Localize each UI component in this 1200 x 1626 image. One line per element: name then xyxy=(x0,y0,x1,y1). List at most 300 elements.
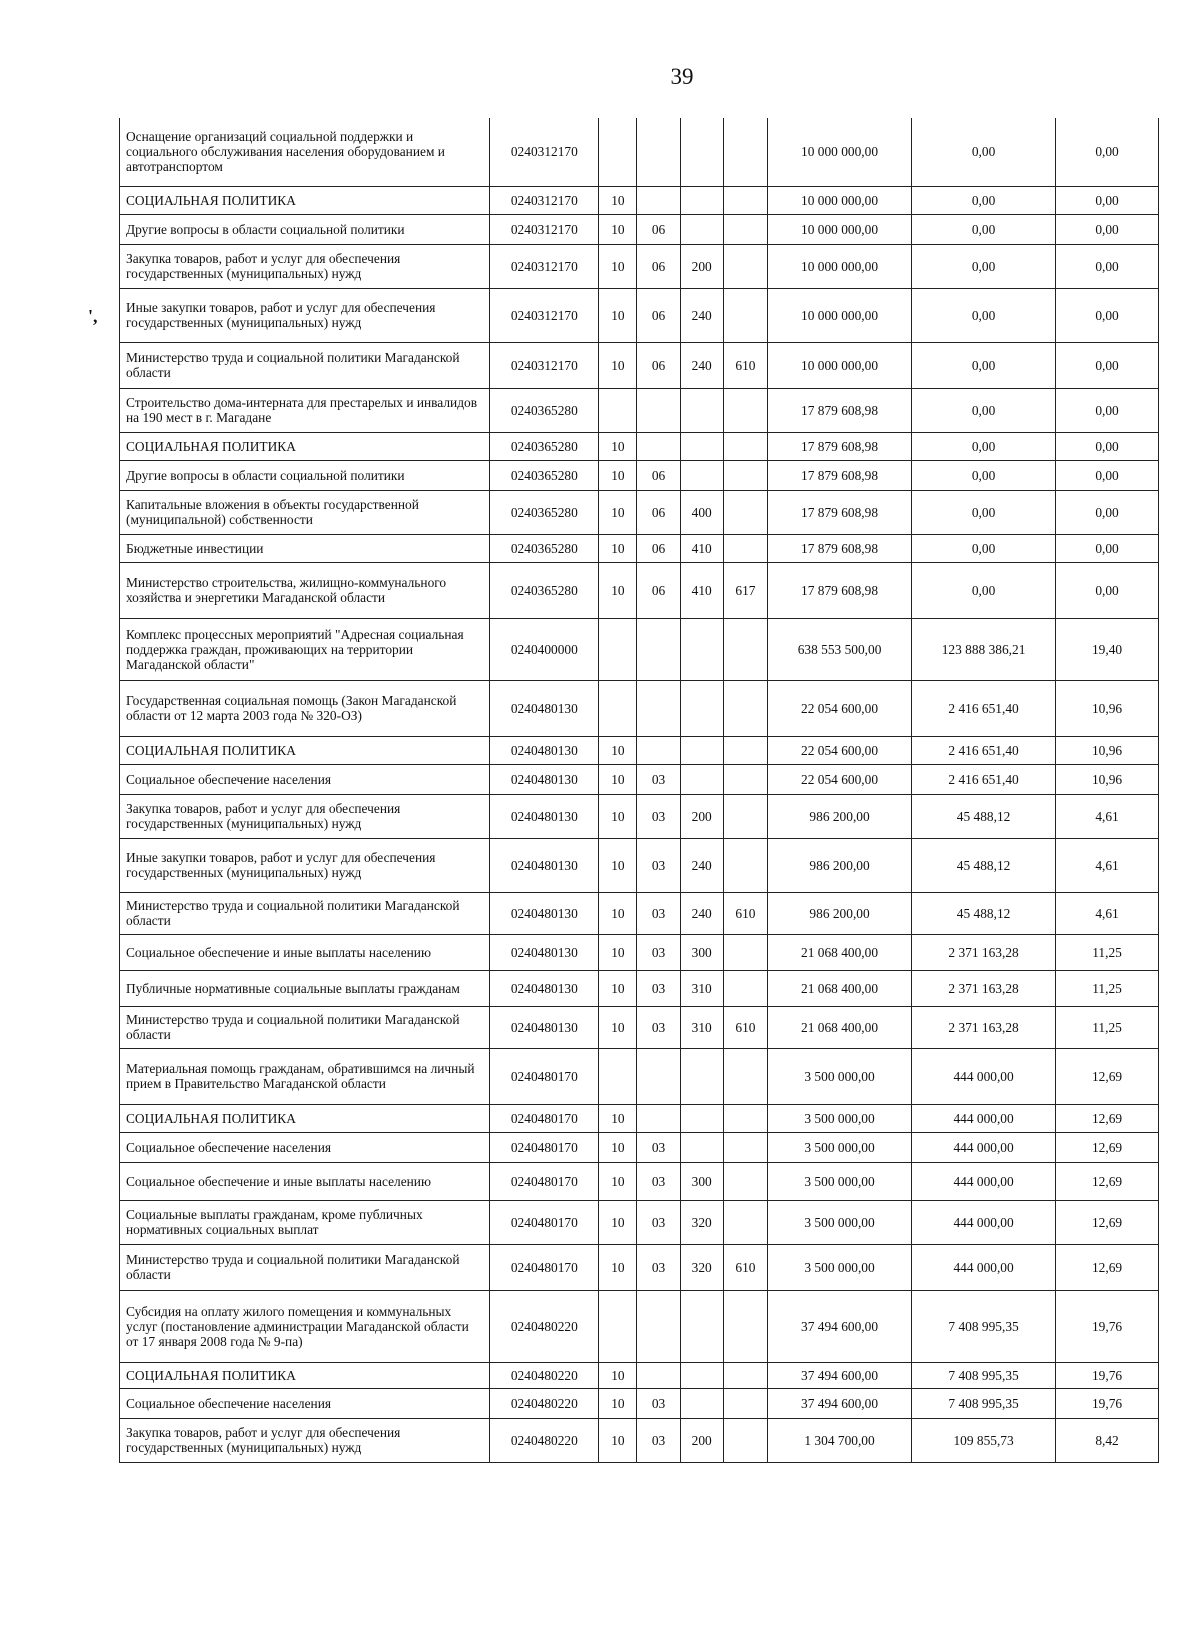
row-target-article: 0240365280 xyxy=(490,460,599,490)
row-admin-code: 610 xyxy=(723,342,767,388)
row-expense-type: 240 xyxy=(680,892,723,934)
row-expense-type: 200 xyxy=(680,244,723,288)
row-section xyxy=(599,1290,637,1362)
row-admin-code xyxy=(723,736,767,764)
row-planned-amount: 21 068 400,00 xyxy=(768,934,912,970)
row-name: СОЦИАЛЬНАЯ ПОЛИТИКА xyxy=(120,1104,490,1132)
row-admin-code xyxy=(723,534,767,562)
row-name: Министерство строительства, жилищно-коммунального хозяйства и энергетики Магаданской области xyxy=(120,562,490,618)
row-section: 10 xyxy=(599,1006,637,1048)
row-subsection xyxy=(637,736,680,764)
row-admin-code xyxy=(723,680,767,736)
row-planned-amount: 10 000 000,00 xyxy=(768,288,912,342)
row-expense-type: 320 xyxy=(680,1200,723,1244)
row-target-article: 0240480170 xyxy=(490,1132,599,1162)
row-target-article: 0240365280 xyxy=(490,388,599,432)
row-actual-amount: 0,00 xyxy=(912,186,1056,214)
table-row xyxy=(120,534,1159,562)
row-admin-code xyxy=(723,186,767,214)
row-name: Министерство труда и социальной политики Магаданской области xyxy=(120,1244,490,1290)
row-admin-code xyxy=(723,1388,767,1418)
row-admin-code xyxy=(723,970,767,1006)
row-percent: 0,00 xyxy=(1056,388,1159,432)
row-percent: 0,00 xyxy=(1056,432,1159,460)
row-section: 10 xyxy=(599,764,637,794)
row-expense-type xyxy=(680,618,723,680)
row-planned-amount: 3 500 000,00 xyxy=(768,1048,912,1104)
row-actual-amount: 2 371 163,28 xyxy=(912,1006,1056,1048)
row-percent: 0,00 xyxy=(1056,244,1159,288)
row-actual-amount: 7 408 995,35 xyxy=(912,1362,1056,1388)
row-name: Иные закупки товаров, работ и услуг для обеспечения государственных (муниципальных) нужд xyxy=(120,838,490,892)
row-subsection xyxy=(637,618,680,680)
row-admin-code xyxy=(723,118,767,186)
row-planned-amount: 986 200,00 xyxy=(768,794,912,838)
row-subsection: 06 xyxy=(637,244,680,288)
table-row xyxy=(120,1244,1159,1290)
row-percent: 12,69 xyxy=(1056,1244,1159,1290)
row-name: СОЦИАЛЬНАЯ ПОЛИТИКА xyxy=(120,186,490,214)
row-expense-type: 410 xyxy=(680,534,723,562)
row-actual-amount: 444 000,00 xyxy=(912,1104,1056,1132)
row-actual-amount: 2 371 163,28 xyxy=(912,970,1056,1006)
row-planned-amount: 986 200,00 xyxy=(768,892,912,934)
row-name: Социальные выплаты гражданам, кроме публичных нормативных социальных выплат xyxy=(120,1200,490,1244)
row-subsection xyxy=(637,1290,680,1362)
row-section: 10 xyxy=(599,288,637,342)
row-admin-code xyxy=(723,1362,767,1388)
row-planned-amount: 3 500 000,00 xyxy=(768,1244,912,1290)
row-name: Строительство дома-интерната для престарелых и инвалидов на 190 мест в г. Магадане xyxy=(120,388,490,432)
row-section: 10 xyxy=(599,490,637,534)
row-planned-amount: 22 054 600,00 xyxy=(768,680,912,736)
row-subsection: 03 xyxy=(637,1132,680,1162)
row-target-article: 0240400000 xyxy=(490,618,599,680)
row-expense-type xyxy=(680,1048,723,1104)
row-percent: 19,76 xyxy=(1056,1362,1159,1388)
row-percent: 0,00 xyxy=(1056,534,1159,562)
row-expense-type xyxy=(680,736,723,764)
row-admin-code xyxy=(723,1418,767,1462)
row-name: Публичные нормативные социальные выплаты гражданам xyxy=(120,970,490,1006)
row-section: 10 xyxy=(599,1104,637,1132)
row-expense-type xyxy=(680,432,723,460)
row-percent: 11,25 xyxy=(1056,934,1159,970)
row-target-article: 0240480130 xyxy=(490,794,599,838)
row-section: 10 xyxy=(599,460,637,490)
page-number: 39 xyxy=(670,64,694,89)
table-row xyxy=(120,1006,1159,1048)
row-actual-amount: 2 371 163,28 xyxy=(912,934,1056,970)
row-planned-amount: 3 500 000,00 xyxy=(768,1104,912,1132)
row-planned-amount: 37 494 600,00 xyxy=(768,1290,912,1362)
row-admin-code xyxy=(723,1132,767,1162)
row-actual-amount: 0,00 xyxy=(912,388,1056,432)
row-expense-type xyxy=(680,460,723,490)
row-actual-amount: 109 855,73 xyxy=(912,1418,1056,1462)
table-row xyxy=(120,618,1159,680)
row-section: 10 xyxy=(599,244,637,288)
row-subsection xyxy=(637,186,680,214)
row-expense-type xyxy=(680,1362,723,1388)
row-percent: 4,61 xyxy=(1056,794,1159,838)
row-admin-code xyxy=(723,618,767,680)
row-name: Материальная помощь гражданам, обратившимся на личный прием в Правительство Магаданской области xyxy=(120,1048,490,1104)
row-actual-amount: 2 416 651,40 xyxy=(912,680,1056,736)
row-expense-type: 300 xyxy=(680,1162,723,1200)
row-expense-type: 310 xyxy=(680,970,723,1006)
row-actual-amount: 7 408 995,35 xyxy=(912,1388,1056,1418)
row-subsection: 03 xyxy=(637,1162,680,1200)
row-planned-amount: 10 000 000,00 xyxy=(768,214,912,244)
row-admin-code xyxy=(723,1290,767,1362)
row-name: Субсидия на оплату жилого помещения и коммунальных услуг (постановление администрации Магаданской области от 17 января 2008 года № 9-па) xyxy=(120,1290,490,1362)
row-section: 10 xyxy=(599,562,637,618)
row-subsection xyxy=(637,680,680,736)
row-admin-code xyxy=(723,794,767,838)
row-target-article: 0240480130 xyxy=(490,838,599,892)
row-name: Социальное обеспечение населения xyxy=(120,764,490,794)
row-subsection: 06 xyxy=(637,490,680,534)
row-target-article: 0240480220 xyxy=(490,1290,599,1362)
row-admin-code: 610 xyxy=(723,1006,767,1048)
row-percent: 11,25 xyxy=(1056,1006,1159,1048)
row-name: СОЦИАЛЬНАЯ ПОЛИТИКА xyxy=(120,1362,490,1388)
row-expense-type xyxy=(680,1132,723,1162)
row-section xyxy=(599,1048,637,1104)
table-row xyxy=(120,1132,1159,1162)
row-percent: 11,25 xyxy=(1056,970,1159,1006)
row-name: Государственная социальная помощь (Закон Магаданской области от 12 марта 2003 года № 320-ОЗ) xyxy=(120,680,490,736)
row-actual-amount: 2 416 651,40 xyxy=(912,736,1056,764)
row-target-article: 0240365280 xyxy=(490,534,599,562)
row-percent: 12,69 xyxy=(1056,1132,1159,1162)
row-planned-amount: 22 054 600,00 xyxy=(768,764,912,794)
row-target-article: 0240480220 xyxy=(490,1418,599,1462)
row-subsection: 03 xyxy=(637,1388,680,1418)
table-row xyxy=(120,490,1159,534)
row-section: 10 xyxy=(599,970,637,1006)
row-target-article: 0240480170 xyxy=(490,1244,599,1290)
row-target-article: 0240365280 xyxy=(490,490,599,534)
row-percent: 0,00 xyxy=(1056,490,1159,534)
table-row xyxy=(120,118,1159,186)
row-admin-code xyxy=(723,934,767,970)
row-planned-amount: 3 500 000,00 xyxy=(768,1200,912,1244)
row-admin-code xyxy=(723,764,767,794)
row-percent: 0,00 xyxy=(1056,342,1159,388)
row-target-article: 0240312170 xyxy=(490,288,599,342)
row-name: Министерство труда и социальной политики Магаданской области xyxy=(120,1006,490,1048)
row-subsection: 06 xyxy=(637,460,680,490)
row-planned-amount: 21 068 400,00 xyxy=(768,1006,912,1048)
row-planned-amount: 10 000 000,00 xyxy=(768,244,912,288)
row-section: 10 xyxy=(599,1244,637,1290)
row-name: Социальное обеспечение и иные выплаты населению xyxy=(120,1162,490,1200)
row-percent: 4,61 xyxy=(1056,892,1159,934)
row-section: 10 xyxy=(599,1132,637,1162)
row-expense-type: 410 xyxy=(680,562,723,618)
row-actual-amount: 0,00 xyxy=(912,244,1056,288)
row-name: Оснащение организаций социальной поддержки и социального обслуживания населения оборудованием и автотранспортом xyxy=(120,118,490,186)
row-actual-amount: 2 416 651,40 xyxy=(912,764,1056,794)
row-actual-amount: 0,00 xyxy=(912,562,1056,618)
row-planned-amount: 17 879 608,98 xyxy=(768,534,912,562)
row-subsection xyxy=(637,432,680,460)
row-admin-code xyxy=(723,1104,767,1132)
row-target-article: 0240312170 xyxy=(490,186,599,214)
table-row xyxy=(120,1362,1159,1388)
table-row xyxy=(120,970,1159,1006)
row-section: 10 xyxy=(599,342,637,388)
row-actual-amount: 444 000,00 xyxy=(912,1132,1056,1162)
row-target-article: 0240480170 xyxy=(490,1104,599,1132)
table-row xyxy=(120,342,1159,388)
row-planned-amount: 10 000 000,00 xyxy=(768,118,912,186)
row-target-article: 0240312170 xyxy=(490,214,599,244)
row-subsection: 03 xyxy=(637,892,680,934)
row-target-article: 0240312170 xyxy=(490,244,599,288)
row-percent: 19,40 xyxy=(1056,618,1159,680)
row-percent: 4,61 xyxy=(1056,838,1159,892)
row-actual-amount: 45 488,12 xyxy=(912,794,1056,838)
row-name: Комплекс процессных мероприятий "Адресная социальная поддержка граждан, проживающих на территории Магаданской области" xyxy=(120,618,490,680)
row-section: 10 xyxy=(599,1362,637,1388)
table-row xyxy=(120,214,1159,244)
row-percent: 10,96 xyxy=(1056,736,1159,764)
row-admin-code: 617 xyxy=(723,562,767,618)
table-row xyxy=(120,736,1159,764)
row-admin-code xyxy=(723,214,767,244)
row-planned-amount: 37 494 600,00 xyxy=(768,1388,912,1418)
budget-table xyxy=(119,118,1159,1463)
row-section xyxy=(599,618,637,680)
row-planned-amount: 17 879 608,98 xyxy=(768,388,912,432)
table-row xyxy=(120,1104,1159,1132)
margin-mark: ', xyxy=(88,306,98,326)
row-percent: 0,00 xyxy=(1056,214,1159,244)
row-expense-type xyxy=(680,1290,723,1362)
row-name: Закупка товаров, работ и услуг для обеспечения государственных (муниципальных) нужд xyxy=(120,794,490,838)
row-percent: 10,96 xyxy=(1056,680,1159,736)
row-expense-type: 320 xyxy=(680,1244,723,1290)
table-row xyxy=(120,388,1159,432)
table-row xyxy=(120,1200,1159,1244)
row-admin-code: 610 xyxy=(723,1244,767,1290)
row-actual-amount: 123 888 386,21 xyxy=(912,618,1056,680)
row-planned-amount: 638 553 500,00 xyxy=(768,618,912,680)
row-actual-amount: 7 408 995,35 xyxy=(912,1290,1056,1362)
row-subsection: 03 xyxy=(637,1418,680,1462)
row-subsection: 03 xyxy=(637,794,680,838)
row-section xyxy=(599,388,637,432)
row-target-article: 0240480130 xyxy=(490,892,599,934)
row-actual-amount: 0,00 xyxy=(912,534,1056,562)
row-expense-type xyxy=(680,118,723,186)
row-expense-type: 240 xyxy=(680,342,723,388)
row-expense-type xyxy=(680,680,723,736)
row-planned-amount: 37 494 600,00 xyxy=(768,1362,912,1388)
row-percent: 12,69 xyxy=(1056,1200,1159,1244)
row-percent: 8,42 xyxy=(1056,1418,1159,1462)
row-expense-type xyxy=(680,186,723,214)
row-admin-code xyxy=(723,1162,767,1200)
row-section: 10 xyxy=(599,838,637,892)
row-expense-type: 240 xyxy=(680,288,723,342)
row-actual-amount: 444 000,00 xyxy=(912,1200,1056,1244)
row-percent: 19,76 xyxy=(1056,1290,1159,1362)
row-target-article: 0240480130 xyxy=(490,1006,599,1048)
row-subsection: 06 xyxy=(637,342,680,388)
row-percent: 12,69 xyxy=(1056,1104,1159,1132)
row-subsection xyxy=(637,1104,680,1132)
row-actual-amount: 45 488,12 xyxy=(912,892,1056,934)
row-admin-code xyxy=(723,432,767,460)
row-percent: 0,00 xyxy=(1056,118,1159,186)
table-row xyxy=(120,1162,1159,1200)
table-row xyxy=(120,794,1159,838)
row-name: Закупка товаров, работ и услуг для обеспечения государственных (муниципальных) нужд xyxy=(120,1418,490,1462)
row-target-article: 0240365280 xyxy=(490,562,599,618)
row-admin-code xyxy=(723,388,767,432)
row-target-article: 0240312170 xyxy=(490,342,599,388)
row-planned-amount: 986 200,00 xyxy=(768,838,912,892)
row-expense-type: 400 xyxy=(680,490,723,534)
row-planned-amount: 10 000 000,00 xyxy=(768,342,912,388)
row-name: Закупка товаров, работ и услуг для обеспечения государственных (муниципальных) нужд xyxy=(120,244,490,288)
row-section: 10 xyxy=(599,186,637,214)
row-section: 10 xyxy=(599,794,637,838)
row-actual-amount: 444 000,00 xyxy=(912,1048,1056,1104)
row-target-article: 0240480130 xyxy=(490,934,599,970)
table-row xyxy=(120,1418,1159,1462)
row-admin-code xyxy=(723,838,767,892)
row-admin-code xyxy=(723,490,767,534)
row-subsection xyxy=(637,118,680,186)
row-subsection: 06 xyxy=(637,214,680,244)
row-admin-code xyxy=(723,244,767,288)
row-target-article: 0240312170 xyxy=(490,118,599,186)
row-actual-amount: 0,00 xyxy=(912,288,1056,342)
row-name: Социальное обеспечение населения xyxy=(120,1132,490,1162)
row-admin-code xyxy=(723,460,767,490)
row-section: 10 xyxy=(599,214,637,244)
row-expense-type: 200 xyxy=(680,794,723,838)
row-subsection: 03 xyxy=(637,764,680,794)
row-expense-type: 240 xyxy=(680,838,723,892)
row-name: Другие вопросы в области социальной политики xyxy=(120,460,490,490)
row-section xyxy=(599,680,637,736)
row-subsection xyxy=(637,1362,680,1388)
table-row xyxy=(120,1290,1159,1362)
row-admin-code xyxy=(723,1200,767,1244)
table-row xyxy=(120,432,1159,460)
row-actual-amount: 0,00 xyxy=(912,118,1056,186)
row-planned-amount: 17 879 608,98 xyxy=(768,432,912,460)
row-expense-type xyxy=(680,388,723,432)
row-name: Министерство труда и социальной политики Магаданской области xyxy=(120,342,490,388)
row-percent: 12,69 xyxy=(1056,1162,1159,1200)
row-name: Другие вопросы в области социальной политики xyxy=(120,214,490,244)
row-actual-amount: 444 000,00 xyxy=(912,1244,1056,1290)
row-planned-amount: 3 500 000,00 xyxy=(768,1132,912,1162)
row-target-article: 0240365280 xyxy=(490,432,599,460)
table-row xyxy=(120,562,1159,618)
table-row xyxy=(120,1048,1159,1104)
row-actual-amount: 0,00 xyxy=(912,490,1056,534)
row-target-article: 0240480130 xyxy=(490,736,599,764)
row-target-article: 0240480130 xyxy=(490,970,599,1006)
row-section: 10 xyxy=(599,1200,637,1244)
row-subsection: 03 xyxy=(637,838,680,892)
table-row xyxy=(120,460,1159,490)
table-row xyxy=(120,764,1159,794)
row-section: 10 xyxy=(599,1388,637,1418)
row-subsection: 03 xyxy=(637,1006,680,1048)
row-planned-amount: 1 304 700,00 xyxy=(768,1418,912,1462)
table-row xyxy=(120,838,1159,892)
row-percent: 0,00 xyxy=(1056,288,1159,342)
row-planned-amount: 21 068 400,00 xyxy=(768,970,912,1006)
row-subsection: 06 xyxy=(637,534,680,562)
row-name: Капитальные вложения в объекты государственной (муниципальной) собственности xyxy=(120,490,490,534)
row-name: СОЦИАЛЬНАЯ ПОЛИТИКА xyxy=(120,736,490,764)
row-section: 10 xyxy=(599,736,637,764)
row-actual-amount: 0,00 xyxy=(912,214,1056,244)
row-name: Социальное обеспечение населения xyxy=(120,1388,490,1418)
row-planned-amount: 17 879 608,98 xyxy=(768,562,912,618)
row-section xyxy=(599,118,637,186)
row-actual-amount: 45 488,12 xyxy=(912,838,1056,892)
row-target-article: 0240480170 xyxy=(490,1048,599,1104)
row-actual-amount: 0,00 xyxy=(912,460,1056,490)
row-expense-type xyxy=(680,214,723,244)
row-subsection: 03 xyxy=(637,1200,680,1244)
table-row xyxy=(120,892,1159,934)
row-target-article: 0240480170 xyxy=(490,1200,599,1244)
row-actual-amount: 0,00 xyxy=(912,432,1056,460)
row-subsection: 03 xyxy=(637,970,680,1006)
row-expense-type: 300 xyxy=(680,934,723,970)
row-percent: 0,00 xyxy=(1056,562,1159,618)
row-name: Бюджетные инвестиции xyxy=(120,534,490,562)
row-target-article: 0240480130 xyxy=(490,680,599,736)
row-actual-amount: 444 000,00 xyxy=(912,1162,1056,1200)
row-expense-type xyxy=(680,764,723,794)
row-target-article: 0240480220 xyxy=(490,1388,599,1418)
row-percent: 12,69 xyxy=(1056,1048,1159,1104)
row-admin-code: 610 xyxy=(723,892,767,934)
row-subsection xyxy=(637,1048,680,1104)
row-expense-type: 310 xyxy=(680,1006,723,1048)
table-row xyxy=(120,934,1159,970)
row-subsection: 06 xyxy=(637,288,680,342)
row-expense-type: 200 xyxy=(680,1418,723,1462)
row-section: 10 xyxy=(599,432,637,460)
row-expense-type xyxy=(680,1104,723,1132)
row-name: Социальное обеспечение и иные выплаты населению xyxy=(120,934,490,970)
row-percent: 10,96 xyxy=(1056,764,1159,794)
row-name: СОЦИАЛЬНАЯ ПОЛИТИКА xyxy=(120,432,490,460)
row-subsection: 03 xyxy=(637,934,680,970)
table-row xyxy=(120,680,1159,736)
row-admin-code xyxy=(723,1048,767,1104)
row-section: 10 xyxy=(599,1418,637,1462)
table-body xyxy=(120,118,1159,1462)
table-row xyxy=(120,186,1159,214)
table-row xyxy=(120,244,1159,288)
row-percent: 19,76 xyxy=(1056,1388,1159,1418)
